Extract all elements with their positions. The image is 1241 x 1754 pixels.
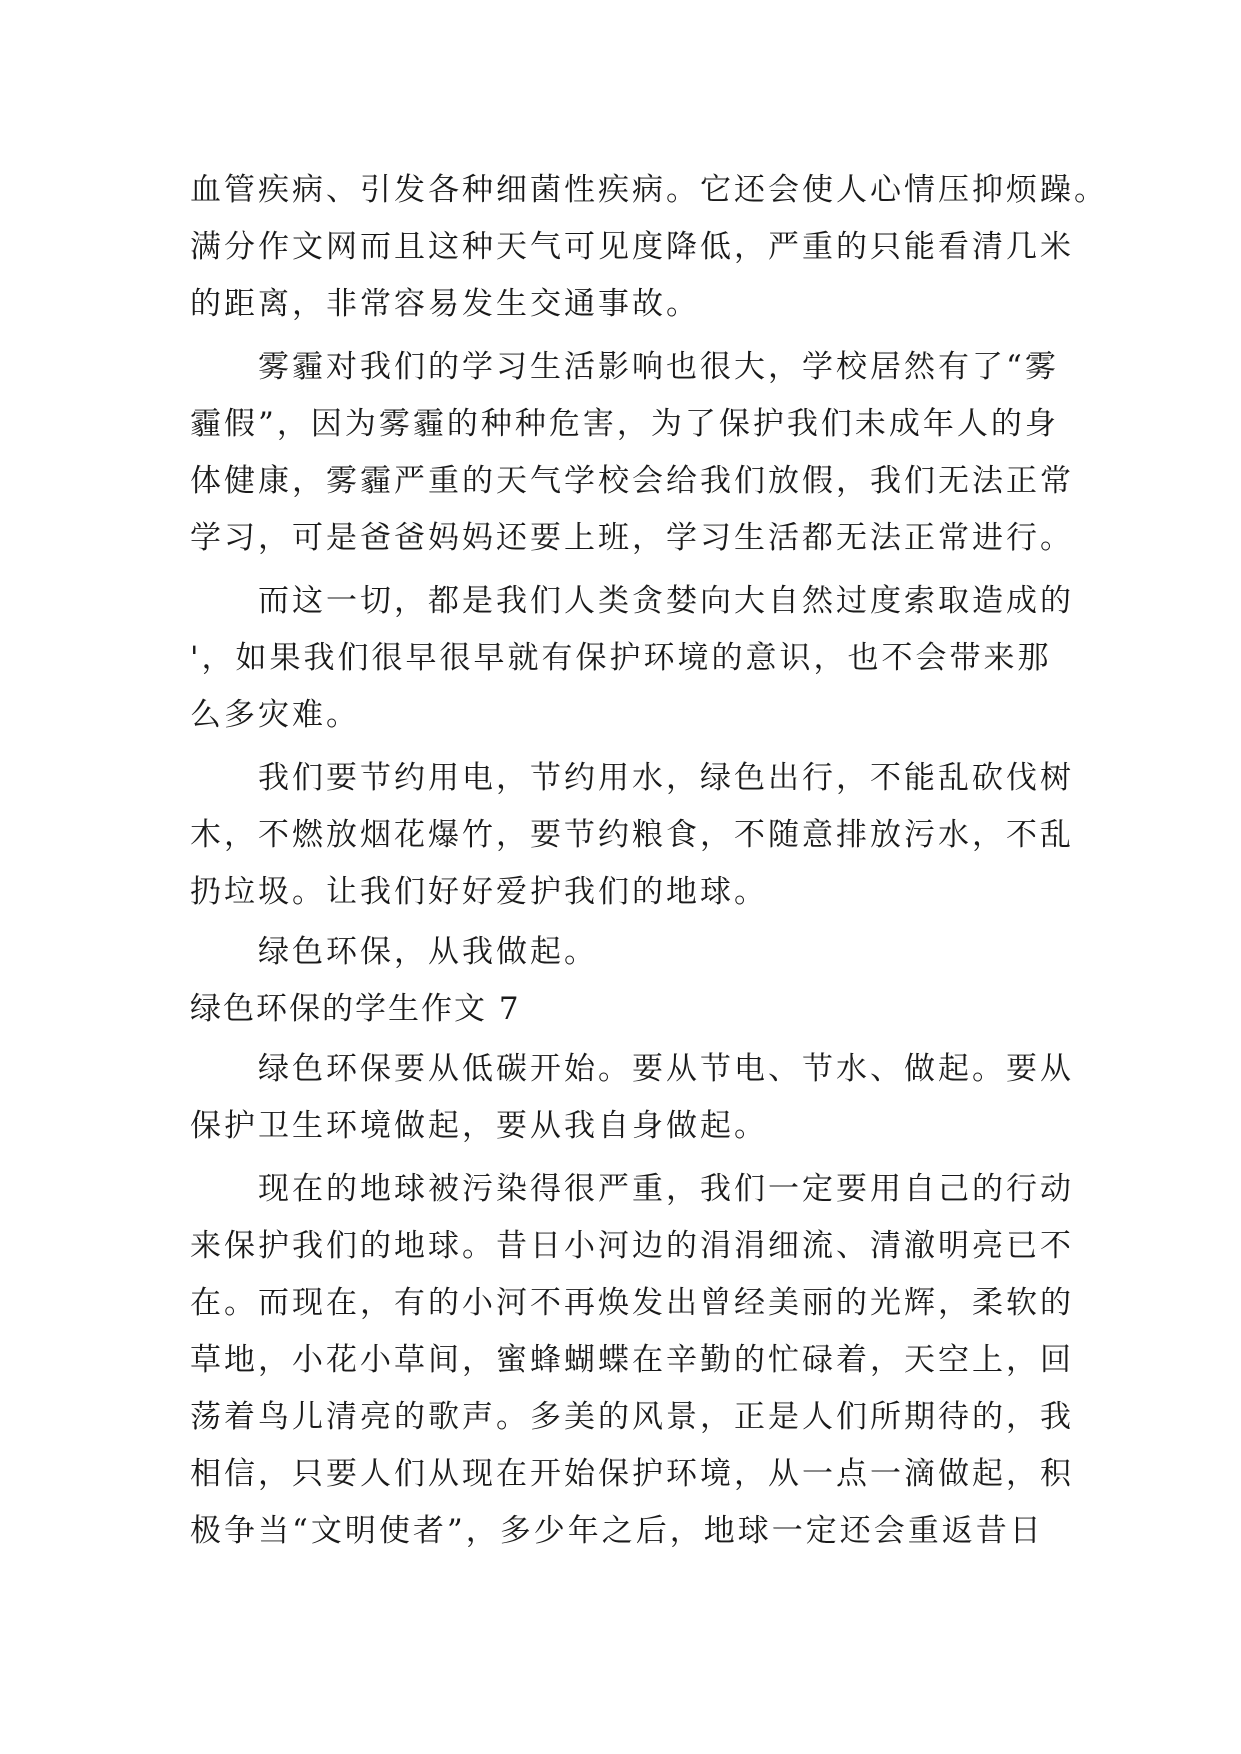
paragraph-line: 雾霾对我们的学习生活影响也很大，学校居然有了“雾 — [258, 349, 1059, 385]
paragraph-line: 现在的地球被污染得很严重，我们一定要用自己的行动 — [258, 1171, 1074, 1207]
paragraph-line: 扔垃圾。让我们好好爱护我们的地球。 — [190, 874, 768, 910]
paragraph-line: 体健康，雾霾严重的天气学校会给我们放假，我们无法正常 — [190, 463, 1074, 499]
paragraph-line: 我们要节约用电，节约用水，绿色出行，不能乱砍伐树 — [258, 760, 1074, 796]
section-heading: 绿色环保的学生作文 7 — [190, 991, 521, 1027]
paragraph-line: 相信，只要人们从现在开始保护环境，从一点一滴做起，积 — [190, 1456, 1074, 1492]
paragraph-line: 绿色环保，从我做起。 — [258, 934, 598, 970]
paragraph-line: 在。而现在，有的小河不再焕发出曾经美丽的光辉，柔软的 — [190, 1285, 1074, 1321]
paragraph-line: 满分作文网而且这种天气可见度降低，严重的只能看清几米 — [190, 229, 1074, 265]
paragraph-line: 绿色环保要从低碳开始。要从节电、节水、做起。要从 — [258, 1051, 1074, 1087]
paragraph-line: 么多灾难。 — [190, 697, 360, 733]
paragraph-line: '，如果我们很早很早就有保护环境的意识，也不会带来那 — [190, 640, 1052, 676]
paragraph-line: 来保护我们的地球。昔日小河边的涓涓细流、清澈明亮已不 — [190, 1228, 1074, 1264]
paragraph-line: 的距离，非常容易发生交通事故。 — [190, 286, 700, 322]
paragraph-line: 极争当“文明使者”，多少年之后，地球一定还会重返昔日 — [190, 1513, 1044, 1549]
paragraph-line: 保护卫生环境做起，要从我自身做起。 — [190, 1108, 768, 1144]
paragraph-line: 血管疾病、引发各种细菌性疾病。它还会使人心情压抑烦躁。 — [190, 172, 1108, 208]
paragraph-line: 荡着鸟儿清亮的歌声。多美的风景，正是人们所期待的，我 — [190, 1399, 1074, 1435]
paragraph-line: 而这一切，都是我们人类贪婪向大自然过度索取造成的 — [258, 583, 1074, 619]
paragraph-line: 草地，小花小草间，蜜蜂蝴蝶在辛勤的忙碌着，天空上，回 — [190, 1342, 1074, 1378]
paragraph-line: 木，不燃放烟花爆竹，要节约粮食，不随意排放污水，不乱 — [190, 817, 1074, 853]
paragraph-line: 学习，可是爸爸妈妈还要上班，学习生活都无法正常进行。 — [190, 520, 1074, 556]
paragraph-line: 霾假”，因为雾霾的种种危害，为了保护我们未成年人的身 — [190, 406, 1059, 442]
